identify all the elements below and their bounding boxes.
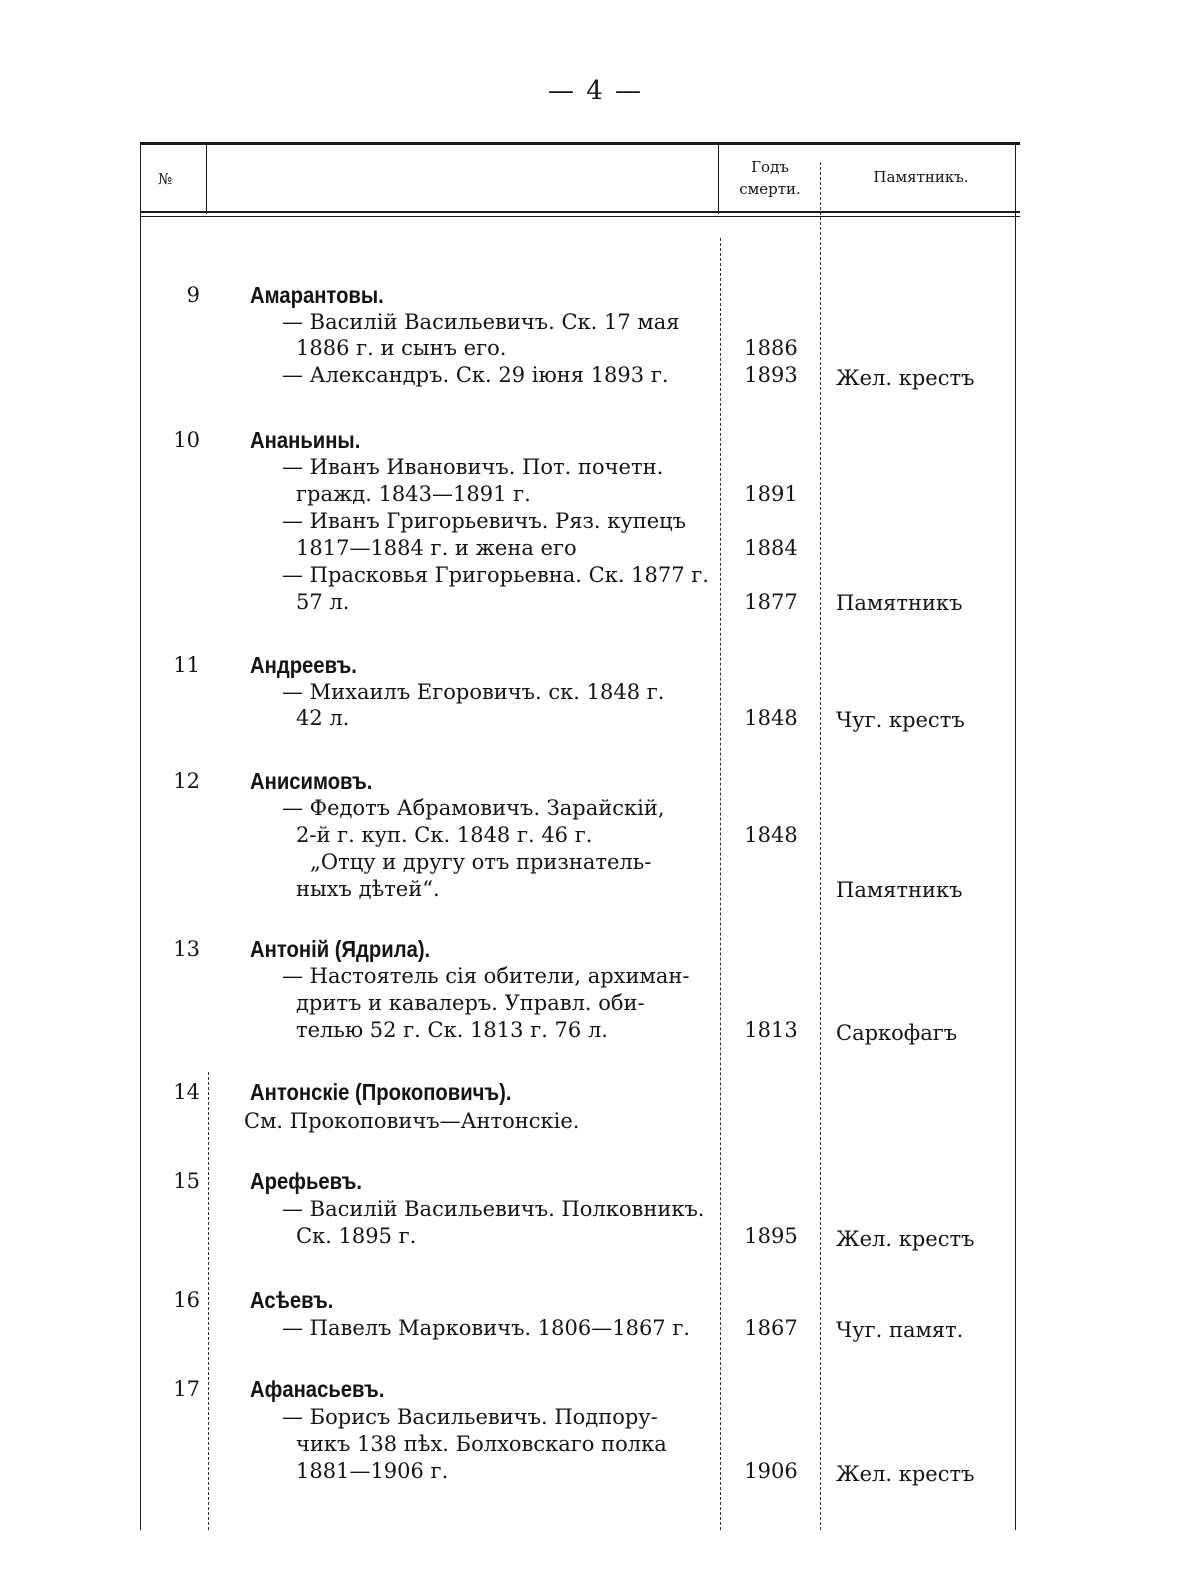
- entry-year: 1813: [744, 1018, 798, 1042]
- entry-line: 42 л.: [296, 706, 350, 730]
- entry-line: чикъ 138 пѣх. Болховскаго полка: [296, 1432, 667, 1456]
- entry-year: 1893: [744, 363, 798, 387]
- entry-line: — Михаилъ Егоровичъ. ск. 1848 г.: [282, 680, 665, 704]
- header-year-line2: смерти.: [739, 180, 801, 198]
- entry-line: — Василій Васильевичъ. Полковникъ.: [282, 1197, 705, 1221]
- entry-monument: Чуг. памят.: [836, 1318, 964, 1342]
- entry-line: 1881—1906 г.: [296, 1459, 449, 1483]
- header-year-line1: Годъ: [751, 158, 789, 176]
- col-border-year-dashed: [720, 238, 721, 1530]
- entry-number: 17: [173, 1377, 200, 1401]
- entry-year: 1867: [744, 1316, 798, 1340]
- entry-family-name: Анисимовъ.: [250, 768, 373, 794]
- entry-monument: Жел. крестъ: [836, 1227, 975, 1251]
- entry-line: — Федотъ Абрамовичъ. Зарайскій,: [282, 796, 665, 820]
- entry-year: 1884: [744, 536, 798, 560]
- entry-family-name: Афанасьевъ.: [250, 1376, 385, 1402]
- entry-number: 11: [173, 653, 200, 677]
- entry-line: — Павелъ Марковичъ. 1806—1867 г.: [282, 1316, 691, 1340]
- entry-year: 1895: [744, 1224, 798, 1248]
- entry-line: Ск. 1895 г.: [296, 1224, 417, 1248]
- entry-monument: Памятникъ: [836, 591, 963, 615]
- entry-number: 10: [173, 428, 200, 452]
- entry-year: 1848: [744, 823, 798, 847]
- entry-family-name: Антоній (Ядрила).: [250, 936, 431, 962]
- entry-line: ныхъ дѣтей“.: [296, 877, 440, 901]
- entry-monument: Жел. крестъ: [836, 1462, 975, 1486]
- entry-number: 16: [173, 1288, 200, 1312]
- entry-year: 1891: [744, 482, 798, 506]
- entry-family-name: Арефьевъ.: [250, 1168, 362, 1194]
- entry-year: 1848: [744, 706, 798, 730]
- entry-line: 1817—1884 г. и жена его: [296, 536, 577, 560]
- entry-year: 1906: [744, 1459, 798, 1483]
- header-year-of-death: [718, 156, 822, 200]
- entry-family-name: Асѣевъ.: [250, 1287, 334, 1313]
- entry-line: — Иванъ Григорьевичъ. Ряз. купецъ: [282, 509, 687, 533]
- header-monument: Памятникъ.: [873, 168, 969, 186]
- header-number: №: [158, 170, 173, 188]
- page-number: — 4 —: [547, 76, 644, 106]
- entry-monument: Памятникъ: [836, 878, 963, 902]
- entry-monument: Жел. крестъ: [836, 366, 975, 390]
- entry-number: 9: [186, 283, 200, 307]
- col-border-monument: [820, 162, 821, 1530]
- entry-family-name: Андреевъ.: [250, 652, 357, 678]
- header-rule-2: [140, 216, 1020, 217]
- entry-family-name: Амарантовы.: [250, 282, 384, 308]
- entry-year: 1877: [744, 590, 798, 614]
- entry-line: „Отцу и другу отъ признатель-: [310, 850, 652, 874]
- entry-line: — Настоятель сія обители, архиман-: [282, 964, 690, 988]
- entry-line: См. Прокоповичъ—Антонскіе.: [244, 1109, 580, 1133]
- entry-number: 13: [173, 937, 200, 961]
- entry-line: — Прасковья Григорьевна. Ск. 1877 г.: [282, 563, 709, 587]
- entry-line: — Иванъ Ивановичъ. Пот. почетн.: [282, 455, 664, 479]
- entry-line: гражд. 1843—1891 г.: [296, 482, 531, 506]
- entry-number: 15: [173, 1169, 200, 1193]
- burial-ledger-table: [140, 142, 1020, 1530]
- entry-monument: Чуг. крестъ: [836, 708, 965, 732]
- entry-family-name: Антонскіе (Прокоповичъ).: [250, 1079, 512, 1105]
- top-rule: [140, 142, 1020, 145]
- header-rule-1: [140, 211, 1020, 213]
- entry-line: — Василій Васильевичъ. Ск. 17 мая: [282, 310, 680, 334]
- entry-line: — Борисъ Васильевичъ. Подпору-: [282, 1405, 658, 1429]
- entry-number: 12: [173, 769, 200, 793]
- entry-line: 1886 г. и сынъ его.: [296, 336, 507, 360]
- entry-line: 2-й г. куп. Ск. 1848 г. 46 г.: [296, 823, 593, 847]
- col-border-left: [140, 142, 141, 1530]
- entry-line: 57 л.: [296, 590, 350, 614]
- col-border-number-dashed: [208, 1072, 209, 1530]
- entry-number: 14: [173, 1080, 200, 1104]
- col-border-right: [1015, 142, 1016, 1530]
- entry-year: 1886: [744, 336, 798, 360]
- entry-monument: Саркофагъ: [836, 1021, 958, 1045]
- entry-family-name: Ананьины.: [250, 427, 361, 453]
- entry-line: — Александръ. Ск. 29 іюня 1893 г.: [282, 363, 669, 387]
- col-border-number: [206, 142, 207, 214]
- entry-line: дритъ и кавалеръ. Управл. оби-: [296, 991, 645, 1015]
- entry-line: телью 52 г. Ск. 1813 г. 76 л.: [296, 1018, 608, 1042]
